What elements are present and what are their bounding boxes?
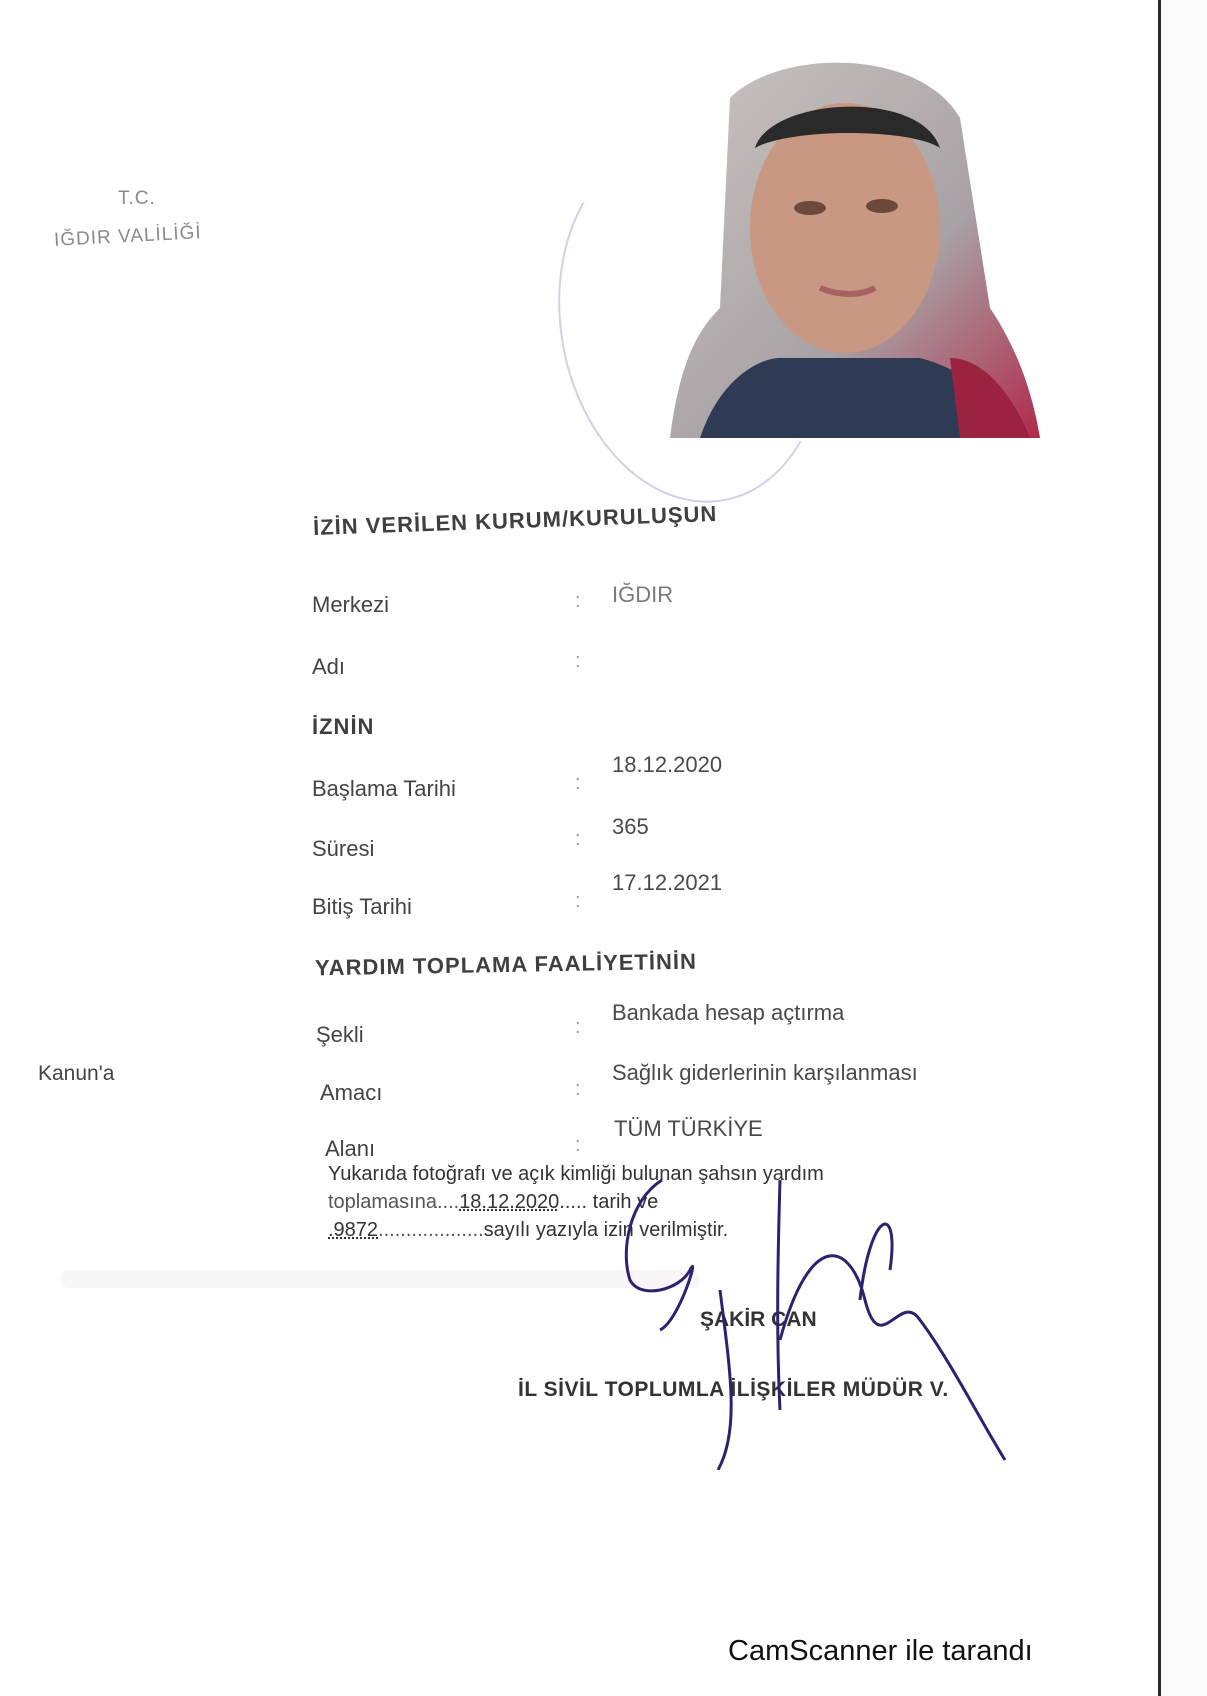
side-note: Kanun'a [38,1062,115,1085]
activity-purpose-value: Sağlık giderlerinin karşılanması [612,1060,918,1085]
institution-name-label: Adı [312,654,346,679]
activity-area-colon: : [575,1134,581,1156]
activity-purpose-colon: : [575,1078,581,1100]
permit-duration-value: 365 [612,814,649,839]
scanner-watermark: CamScanner ile tarandı [728,1635,1033,1667]
activity-area-label: Alanı [325,1136,376,1161]
header-republic: T.C. [118,188,156,209]
institution-center-value: IĞDIR [612,582,674,607]
activity-type-value: Bankada hesap açtırma [612,1000,845,1025]
page-edge [1158,0,1207,1696]
permit-start-colon: : [575,772,581,794]
activity-type-colon: : [575,1016,581,1038]
activity-area-value: TÜM TÜRKİYE [614,1116,763,1141]
institution-name-colon: : [575,650,581,672]
handwritten-signature-icon [600,1170,1020,1470]
statement-date-suffix: ..... tarih ve [559,1191,659,1213]
permit-end-value: 17.12.2021 [612,870,723,895]
signer-name: ŞAKİR CAN [700,1308,817,1331]
permit-duration-label: Süresi [312,836,375,861]
statement-dots-1: toplamasına.... [328,1191,460,1213]
statement-line-1: Yukarıda fotoğrafı ve açık kimliği bulunan şahsın yardım [328,1163,824,1185]
institution-center-colon: : [575,590,581,612]
permit-start-value: 18.12.2020 [612,752,723,777]
permit-start-label: Başlama Tarihi [312,776,456,801]
permit-duration-colon: : [575,828,581,850]
permit-end-colon: : [575,890,581,912]
person-photo-icon [660,58,1040,438]
activity-purpose-label: Amacı [320,1080,383,1105]
institution-heading: İZİN VERİLEN KURUM/KURULUŞUN [312,500,718,541]
header-authority: IĞDIR VALİLİĞİ [53,222,203,251]
signer-title: İL SİVİL TOPLUMLA İLİŞKİLER MÜDÜR V. [518,1378,949,1401]
institution-center-label: Merkezi [312,592,390,617]
activity-heading: YARDIM TOPLAMA FAALİYETİNİN [314,948,698,981]
statement-number: .9872 [328,1219,379,1241]
permit-end-label: Bitiş Tarihi [312,894,412,919]
activity-type-label: Şekli [316,1022,364,1047]
permit-heading: İZNİN [312,714,375,739]
statement-date: 18.12.2020 [459,1191,560,1213]
statement-dots-2: ................... [378,1219,484,1241]
statement-number-suffix: sayılı yazıyla izin verilmiştir. [483,1219,729,1241]
